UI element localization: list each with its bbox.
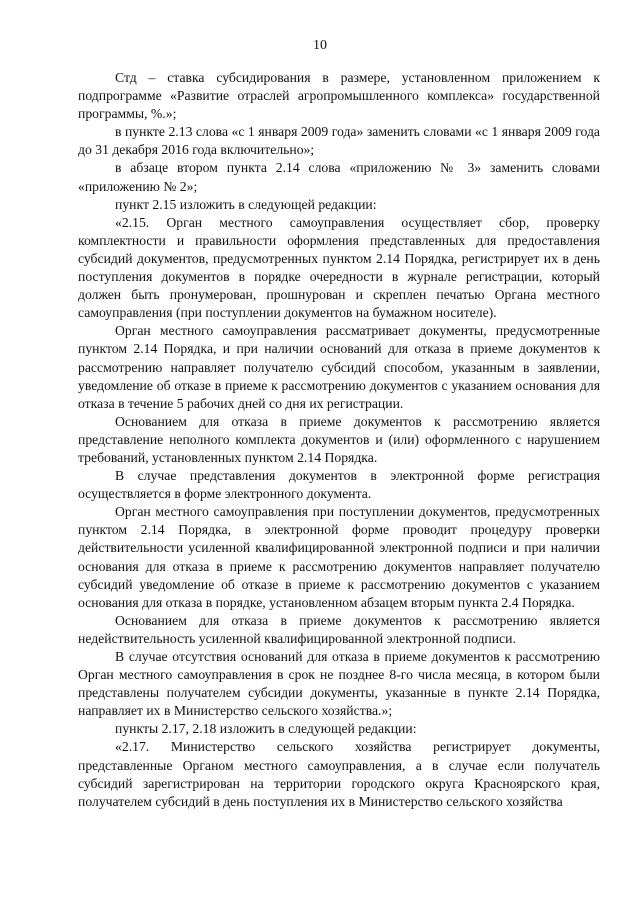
- paragraph-2-15-review: Орган местного самоуправления рассматривает документы, предусмотренные пунктом 2.14 Порядка, и при наличии оснований для отказа в приеме документов к рассмотрению направляет получателю субсидий способом, указанным в заявлении, уведомление об отказе в приеме к рассмотрению документов с указанием основания для отказа в течение 5 рабочих дней со дня их регистрации.: [78, 323, 600, 411]
- paragraph-stavka-definition: Стд – ставка субсидирования в размере, установленном приложением к подпрограмме «Развитие отраслей агропромышленного комплекса» государственной программы, %.»;: [78, 70, 600, 122]
- paragraph-2-15-refusal-basis: Основанием для отказа в приеме документов к рассмотрению является представление неполного комплекта документов и (или) оформленного с нарушением требований, установленных пунктом 2.14 Порядка.: [78, 413, 600, 465]
- paragraph-2-15-signature-check: Орган местного самоуправления при поступлении документов, предусмотренных пунктом 2.14 Порядка, в электронной форме проводит процедуру проверки действительности усиленной квалифицированной электронной подписи и при наличии основания для отказа в приеме к рассмотрению документов направляет получателю субсидий уведомление об отказе в приеме к рассмотрению документов с указанием основания для отказа в порядке, установленном абзацем вторым пункта 2.4 Порядка.: [78, 504, 600, 610]
- paragraph-2-15-electronic-registration: В случае представления документов в электронной форме регистрация осуществляется в форме электронного документа.: [78, 468, 600, 502]
- paragraph-2-15-collection: «2.15. Орган местного самоуправления осуществляет сбор, проверку комплектности и правильности оформления представленных для предоставления субсидий документов, предусмотренных пунктом 2.14 Порядка, регистрирует их в день поступления документов в порядке очередности в журнале регистрации, который должен быть пронумерован, прошнурован и скреплен печатью Органа местного самоуправления (при поступлении документов на бумажном носителе).: [78, 214, 600, 321]
- paragraph-intro-2-15: пункт 2.15 изложить в следующей редакции:: [115, 196, 377, 212]
- paragraph-amend-2-13: в пункте 2.13 слова «с 1 января 2009 года» заменить словами «с 1 января 2009 года до 31 декабря 2016 года включительно»;: [78, 124, 600, 158]
- paragraph-2-15-forwarding: В случае отсутствия оснований для отказа в приеме документов к рассмотрению Орган местного самоуправления в срок не позднее 8-го числа месяца, в котором были представлены получателем субсидии документы, указанные в пункте 2.14 Порядка, направляет их в Министерство сельского хозяйства.»;: [78, 649, 600, 719]
- paragraph-intro-2-17-2-18: пункты 2.17, 2.18 изложить в следующей редакции:: [115, 721, 417, 737]
- paragraph-2-15-signature-refusal: Основанием для отказа в приеме документов к рассмотрению является недействительность усиленной квалифицированной электронной подписи.: [78, 612, 600, 646]
- paragraph-amend-2-14: в абзаце втором пункта 2.14 слова «приложению № 3» заменить словами «приложению № 2»;: [78, 160, 600, 194]
- page-number: 10: [313, 38, 327, 53]
- paragraph-2-17-registration: «2.17. Министерство сельского хозяйства регистрирует документы, представленные Органом местного самоуправления, а в случае если получатель субсидий зарегистрирован на территории городского округа Красноярского края, получателем субсидий в день поступления их в Министерство сельского хозяйства: [78, 739, 600, 809]
- document-body: [78, 69, 600, 811]
